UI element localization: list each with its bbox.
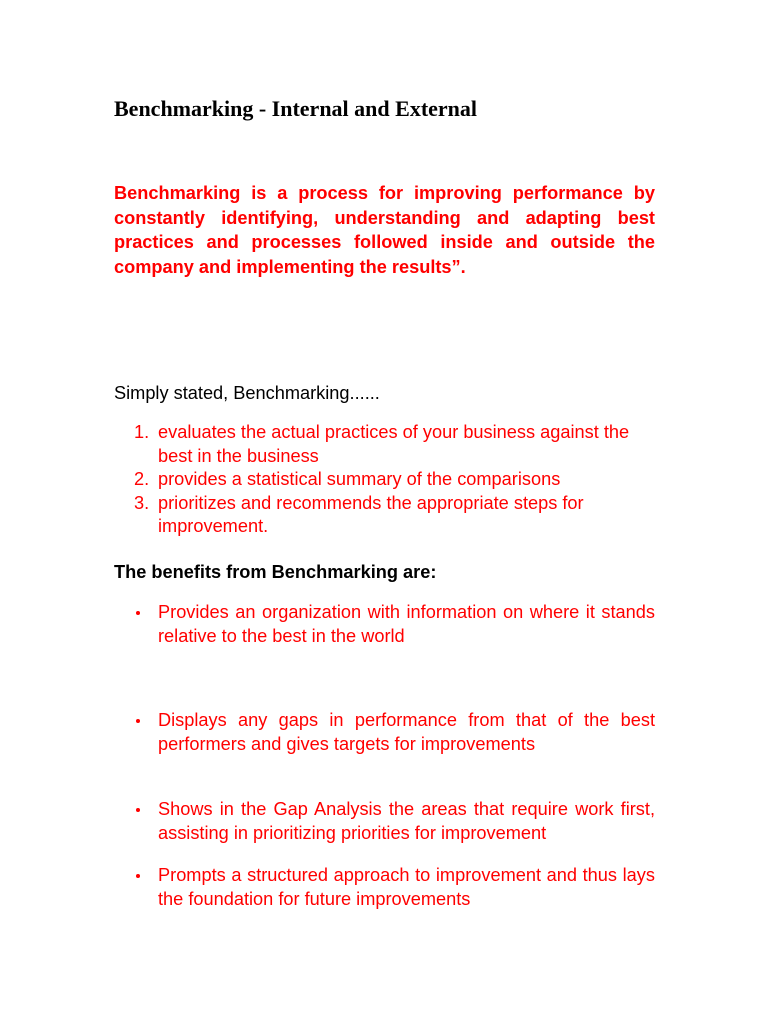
benefit-item	[114, 600, 655, 648]
item-number: 1.	[134, 422, 150, 442]
document-title: Benchmarking - Internal and External	[114, 96, 478, 121]
numbered-item	[114, 468, 655, 492]
bullet-icon	[136, 611, 140, 615]
item-number: 2.	[134, 469, 150, 489]
numbered-item	[114, 421, 655, 468]
benefit-item	[114, 797, 655, 845]
bullet-icon	[136, 874, 140, 878]
benefit-text: Displays any gaps in performance from that of the best performers and gives targets for improvements	[158, 710, 655, 754]
benefit-text: Provides an organization with information on where it stands relative to the best in the world	[158, 602, 655, 646]
intro-text: Simply stated, Benchmarking......	[114, 383, 380, 403]
benefit-item	[114, 708, 655, 756]
benefits-heading: The benefits from Benchmarking are:	[114, 562, 437, 582]
item-number: 3.	[134, 492, 150, 513]
bullet-icon	[136, 719, 140, 723]
benefit-text: Prompts a structured approach to improvement and thus lays the foundation for future improvements	[158, 865, 655, 909]
definition-paragraph: Benchmarking is a process for improving performance by constantly identifying, understanding and adapting best practices and processes followed inside and outside the company and implementing the results”.	[114, 183, 655, 277]
benefit-text: Shows in the Gap Analysis the areas that require work first, assisting in prioritizing priorities for improvement	[158, 799, 655, 843]
item-text: prioritizes and recommends the appropriate steps for improvement.	[158, 492, 584, 536]
numbered-item	[114, 492, 655, 539]
numbered-list	[114, 421, 655, 539]
bullet-icon	[136, 808, 140, 812]
benefit-item	[114, 863, 655, 911]
item-text: evaluates the actual practices of your business against the best in the business	[158, 422, 630, 466]
item-text: provides a statistical summary of the comparisons	[158, 469, 561, 489]
